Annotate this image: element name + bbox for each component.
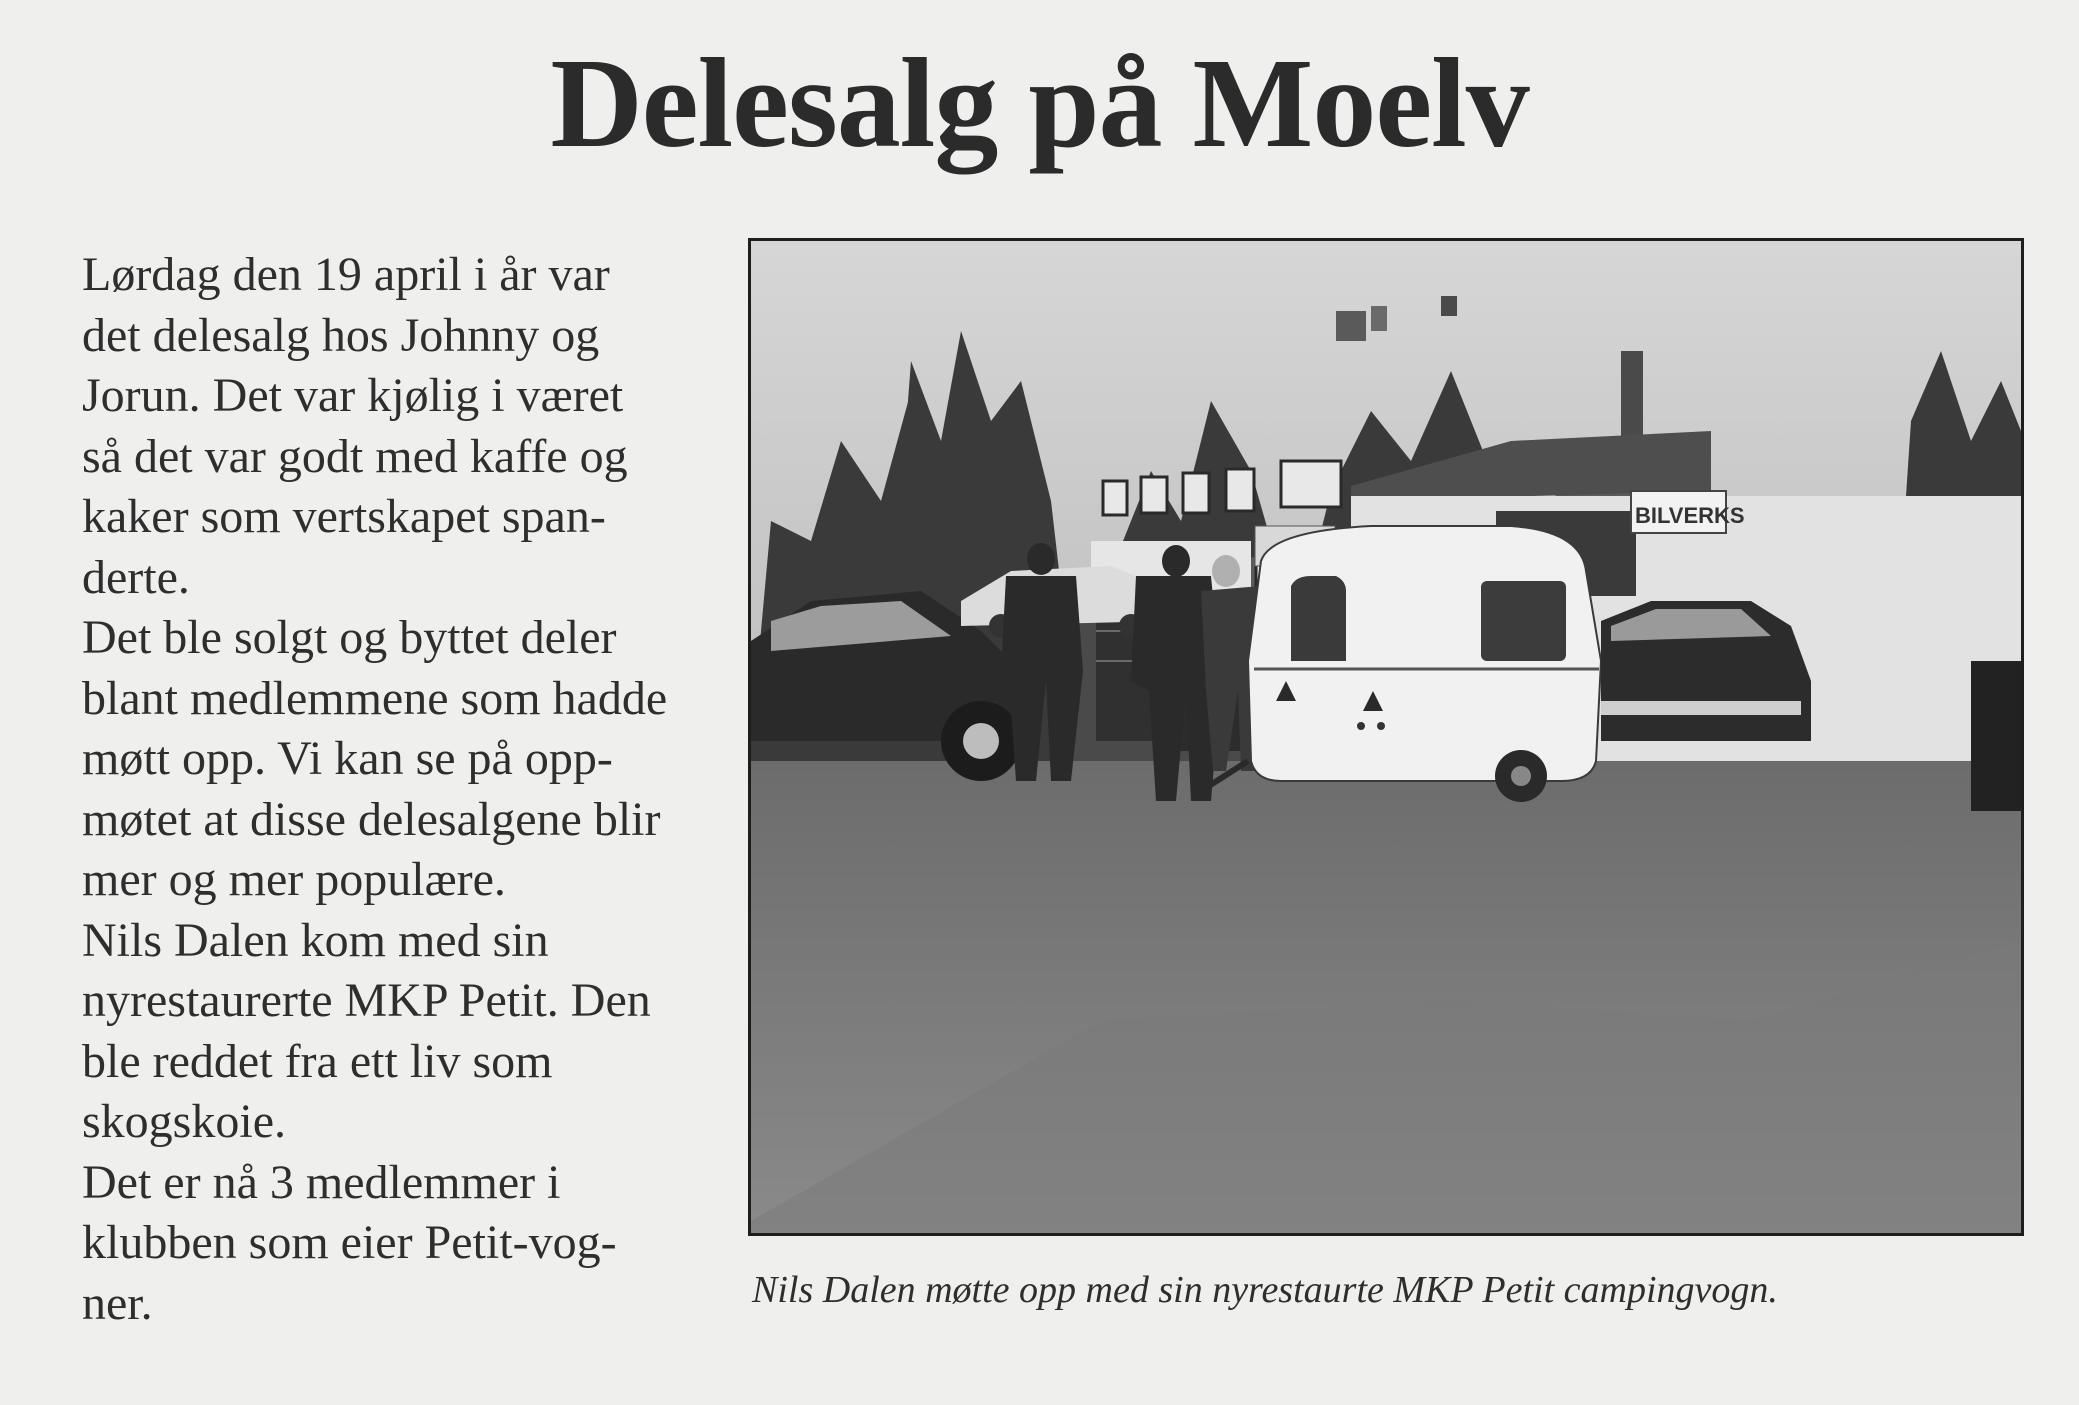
article-line: Lørdag den 19 april i år var	[82, 248, 610, 301]
article-body	[82, 245, 722, 1334]
article-title: Delesalg på Moelv	[550, 32, 1529, 174]
article-line: skogskoie.	[82, 1095, 286, 1148]
caravan	[1201, 526, 1601, 802]
article-line: det delesalg hos Johnny og	[82, 308, 600, 362]
article-line: så det var godt med kaffe og	[82, 429, 628, 483]
car-right	[1601, 601, 1811, 741]
article-line: kaker som vertskapet span-	[82, 490, 606, 543]
article-line: Jorun. Det var kjølig i været	[82, 369, 624, 422]
article-line: mer og mer populære.	[82, 853, 506, 906]
article-line: Nils Dalen kom med sin	[82, 913, 549, 967]
article-line: ner.	[82, 1276, 153, 1330]
article-line: derte.	[82, 550, 190, 604]
article-line: møtt opp. Vi kan se på opp-	[82, 732, 613, 785]
article-line: blant medlemmene som hadde	[82, 671, 668, 725]
article-line: nyrestaurerte MKP Petit. Den	[82, 974, 651, 1027]
car-edge	[1971, 661, 2021, 811]
article-line: Det ble solgt og byttet deler	[82, 611, 617, 664]
photo-sign-text: BILVERKS	[1635, 503, 1745, 528]
article-line: klubben som eier Petit-vog-	[82, 1216, 617, 1269]
photo	[748, 238, 2024, 1236]
article-line: møtet at disse delesalgene blir	[82, 792, 661, 846]
article-line: Det er nå 3 medlemmer i	[82, 1155, 561, 1209]
article-line: ble reddet fra ett liv som	[82, 1034, 553, 1088]
photo-caption: Nils Dalen møtte opp med sin nyrestaurte MKP Petit campingvogn.	[752, 1269, 1778, 1311]
photo-illustration	[751, 241, 2021, 1233]
